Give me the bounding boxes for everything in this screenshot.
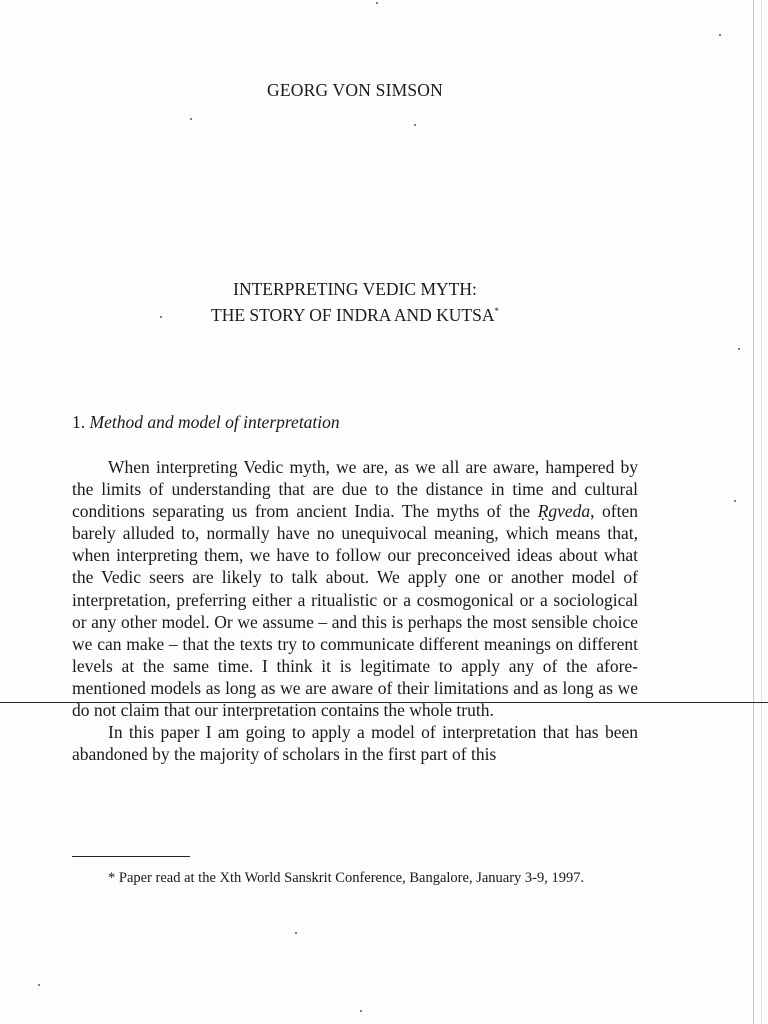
scan-speck [190,118,192,120]
author-name: GEORG VON SIMSON [267,80,443,100]
footnote-rule [72,856,190,857]
footnote [72,868,638,888]
scan-edge-line-outer [761,0,762,1024]
scan-speck [719,34,721,36]
scan-speck [295,932,297,934]
paragraph-2: In this paper I am going to apply a model of interpretation that has been abandoned by the majority of scholars in the first part of this [72,722,638,765]
section-title: Method and model of interpretation [89,412,340,432]
paragraph-1-emphasis: Ṛgveda [537,501,591,522]
body-text [72,456,638,765]
title-line-2-text: THE STORY OF INDRA AND KUTSA [211,304,495,325]
scan-speck [738,348,740,350]
scan-speck [414,124,416,126]
title-line-2 [0,300,710,326]
title-line-1: INTERPRETING VEDIC MYTH: [233,279,477,299]
footnote-line [72,868,638,888]
section-heading [72,412,340,433]
scan-speck [360,1010,362,1012]
paper-title [0,278,710,326]
section-number: 1. [72,412,86,432]
scan-speck [734,500,736,502]
scan-speck [376,2,378,4]
scan-edge-line [753,0,754,1024]
paragraph-1 [72,456,638,721]
paragraph-1-part-1: When interpreting Vedic myth, we are, as we all are aware, hampered by the limits of understanding that are due to the distance in time and cultural conditions separating us from ancient India. The myths of the [72,457,638,522]
footnote-marker: * [108,870,116,886]
footnote-text: Paper read at the Xth World Sanskrit Conference, Bangalore, January 3-9, 1997. [118,870,585,886]
paragraph-1-part-2: , often barely alluded to, normally have no unequivocal meaning, which means that, when interpreting them, we have to follow our preconceived ideas about what the Vedic seers are likely to talk about. We apply one or another model of interpretation, preferring either a ritualistic or a cosmogonical or a sociological or any other model. Or we assume – and this is perhaps the most sensible choice we can make – that the texts try to communicate different meanings on different levels at the same time. I think it is legitimate to apply any of the afore-mentioned models as long as we are aware of their limitations and as long as we do not claim that our interpretation contains the whole truth. [72,501,638,721]
title-footnote-marker[interactable]: * [494,306,499,316]
scan-speck [38,984,40,986]
